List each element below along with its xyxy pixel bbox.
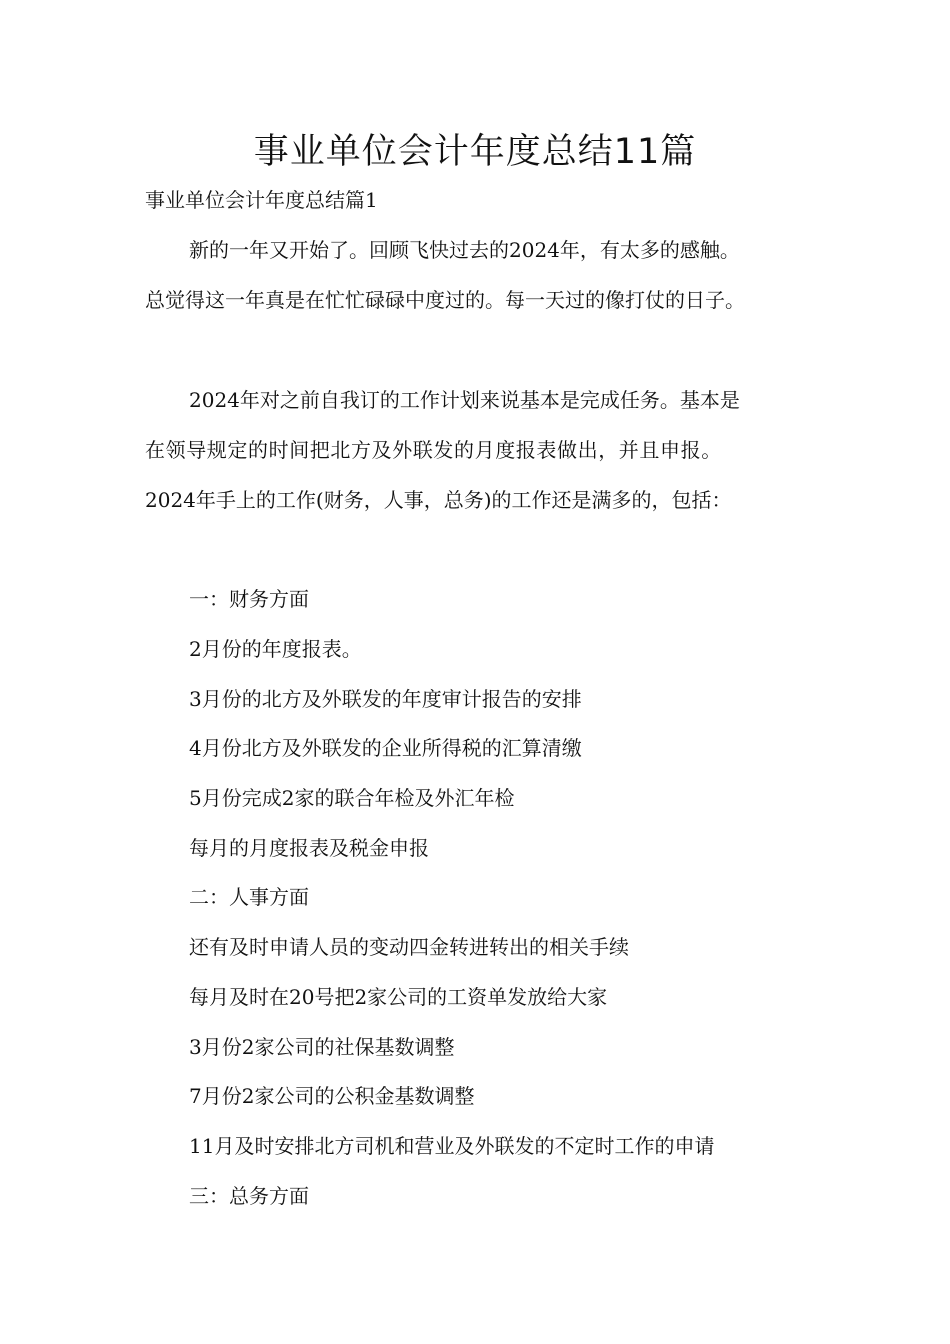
list-item: 5月份完成2家的联合年检及外汇年检: [189, 786, 515, 810]
list-heading-general-affairs: 三：总务方面: [189, 1184, 309, 1208]
list-heading-hr: 二：人事方面: [189, 885, 309, 909]
list-item: 3月份的北方及外联发的年度审计报告的安排: [189, 687, 582, 711]
paragraph-2-line-2: 在领导规定的时间把北方及外联发的月度报表做出，并且申报。: [145, 438, 722, 462]
list-item: 3月份2家公司的社保基数调整: [189, 1035, 455, 1059]
list-item: 每月及时在20号把2家公司的工资单发放给大家: [189, 985, 608, 1009]
document-title: 事业单位会计年度总结11篇: [253, 132, 697, 172]
list-item: 还有及时申请人员的变动四金转进转出的相关手续: [189, 935, 629, 959]
list-item: 11月及时安排北方司机和营业及外联发的不定时工作的申请: [189, 1134, 715, 1158]
list-item: 7月份2家公司的公积金基数调整: [189, 1084, 475, 1108]
paragraph-2-line-3: 2024年手上的工作(财务，人事，总务)的工作还是满多的，包括：: [145, 488, 732, 512]
list-heading-finance: 一：财务方面: [189, 587, 309, 611]
list-item: 2月份的年度报表。: [189, 637, 362, 661]
section-heading: 事业单位会计年度总结篇1: [145, 188, 378, 212]
paragraph-1-line-1: 新的一年又开始了。回顾飞快过去的2024年，有太多的感触。: [189, 238, 740, 262]
paragraph-2-line-1: 2024年对之前自我订的工作计划来说基本是完成任务。基本是: [189, 388, 740, 412]
list-item: 4月份北方及外联发的企业所得税的汇算清缴: [189, 736, 582, 760]
paragraph-1-line-2: 总觉得这一年真是在忙忙碌碌中度过的。每一天过的像打仗的日子。: [145, 288, 745, 312]
list-item: 每月的月度报表及税金申报: [189, 836, 429, 860]
